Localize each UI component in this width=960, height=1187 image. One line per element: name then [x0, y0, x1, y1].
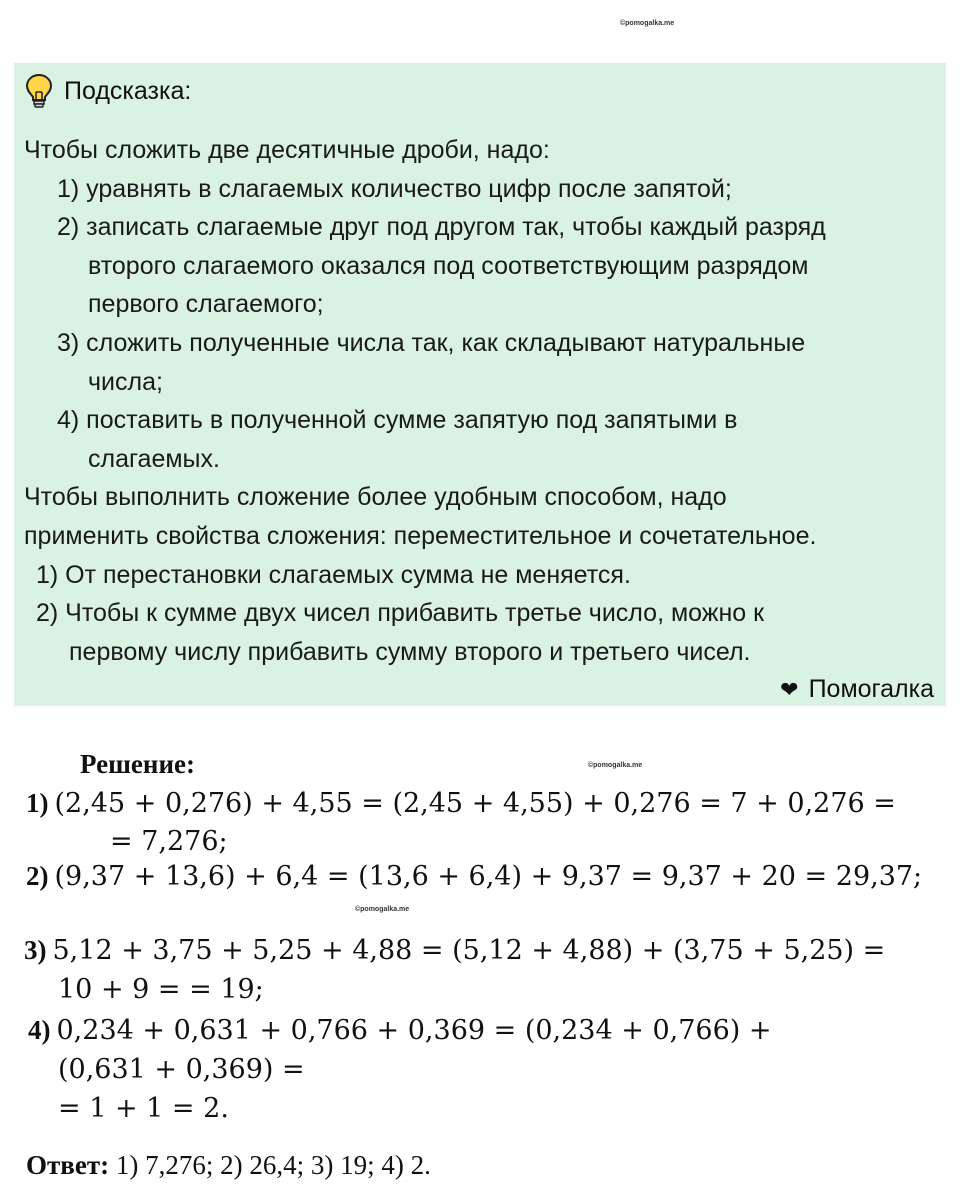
hint-line: применить свойства сложения: переместительное и сочетательное.: [24, 521, 817, 550]
heart-icon: ❤: [780, 676, 799, 702]
item-number: 2): [26, 861, 49, 891]
solution-item-1: [26, 788, 896, 819]
hint-header: [24, 73, 191, 109]
lightbulb-icon: [24, 73, 54, 109]
solution-item-4: [28, 1015, 772, 1046]
hint-line: 1) уравнять в слагаемых количество цифр после запятой;: [57, 174, 732, 203]
hint-line: первого слагаемого;: [88, 290, 324, 319]
equation-line: = 7,276;: [110, 826, 228, 857]
brand-signature: [780, 675, 934, 704]
hint-line: 2) записать слагаемые друг под другом так, чтобы каждый разряд: [57, 213, 826, 242]
item-number: 4): [28, 1015, 51, 1045]
hint-box: [14, 63, 946, 706]
solution-title: Решение:: [80, 749, 195, 779]
answer-label: Ответ:: [26, 1150, 110, 1180]
hint-line: Чтобы выполнить сложение более удобным способом, надо: [24, 483, 727, 512]
hint-line: числа;: [88, 367, 163, 396]
equation-line: (2,45 + 0,276) + 4,55 = (2,45 + 4,55) + 0,276 = 7 + 0,276 =: [54, 788, 896, 819]
hint-line: 3) сложить полученные числа так, как складывают натуральные: [57, 328, 806, 357]
answer: [26, 1150, 431, 1181]
watermark: ©pomogalka.me: [620, 20, 675, 27]
answer-text: 1) 7,276; 2) 26,4; 3) 19; 4) 2.: [109, 1150, 431, 1180]
equation-line: 0,234 + 0,631 + 0,766 + 0,369 = (0,234 + 0,766) +: [56, 1015, 772, 1046]
equation-line: (0,631 + 0,369) =: [58, 1054, 305, 1085]
hint-line: Чтобы сложить две десятичные дроби, надо:: [24, 136, 550, 164]
hint-body: [24, 131, 939, 671]
brand-label: Помогалка: [808, 675, 934, 703]
hint-line: 2) Чтобы к сумме двух чисел прибавить третье число, можно к: [36, 599, 765, 628]
solution-item-2: [26, 861, 922, 892]
hint-line: второго слагаемого оказался под соответствующим разрядом: [88, 251, 809, 280]
item-number: 1): [26, 788, 49, 818]
equation-line: (9,37 + 13,6) + 6,4 = (13,6 + 6,4) + 9,37 = 9,37 + 20 = 29,37;: [54, 861, 923, 892]
solution-item-3: [24, 935, 885, 966]
equation-line: = 1 + 1 = 2.: [58, 1093, 229, 1124]
hint-line: 1) От перестановки слагаемых сумма не меняется.: [36, 560, 631, 589]
hint-line: 4) поставить в полученной сумме запятую под запятыми в: [57, 406, 738, 435]
watermark: ©pomogalka.me: [588, 762, 643, 769]
hint-line: слагаемых.: [88, 444, 220, 473]
equation-line: 10 + 9 = = 19;: [58, 974, 264, 1005]
hint-line: первому числу прибавить сумму второго и третьего чисел.: [69, 637, 751, 666]
watermark: ©pomogalka.me: [355, 906, 410, 913]
hint-title: Подсказка:: [64, 76, 192, 105]
equation-line: 5,12 + 3,75 + 5,25 + 4,88 = (5,12 + 4,88) + (3,75 + 5,25) =: [52, 935, 886, 966]
item-number: 3): [24, 935, 47, 965]
